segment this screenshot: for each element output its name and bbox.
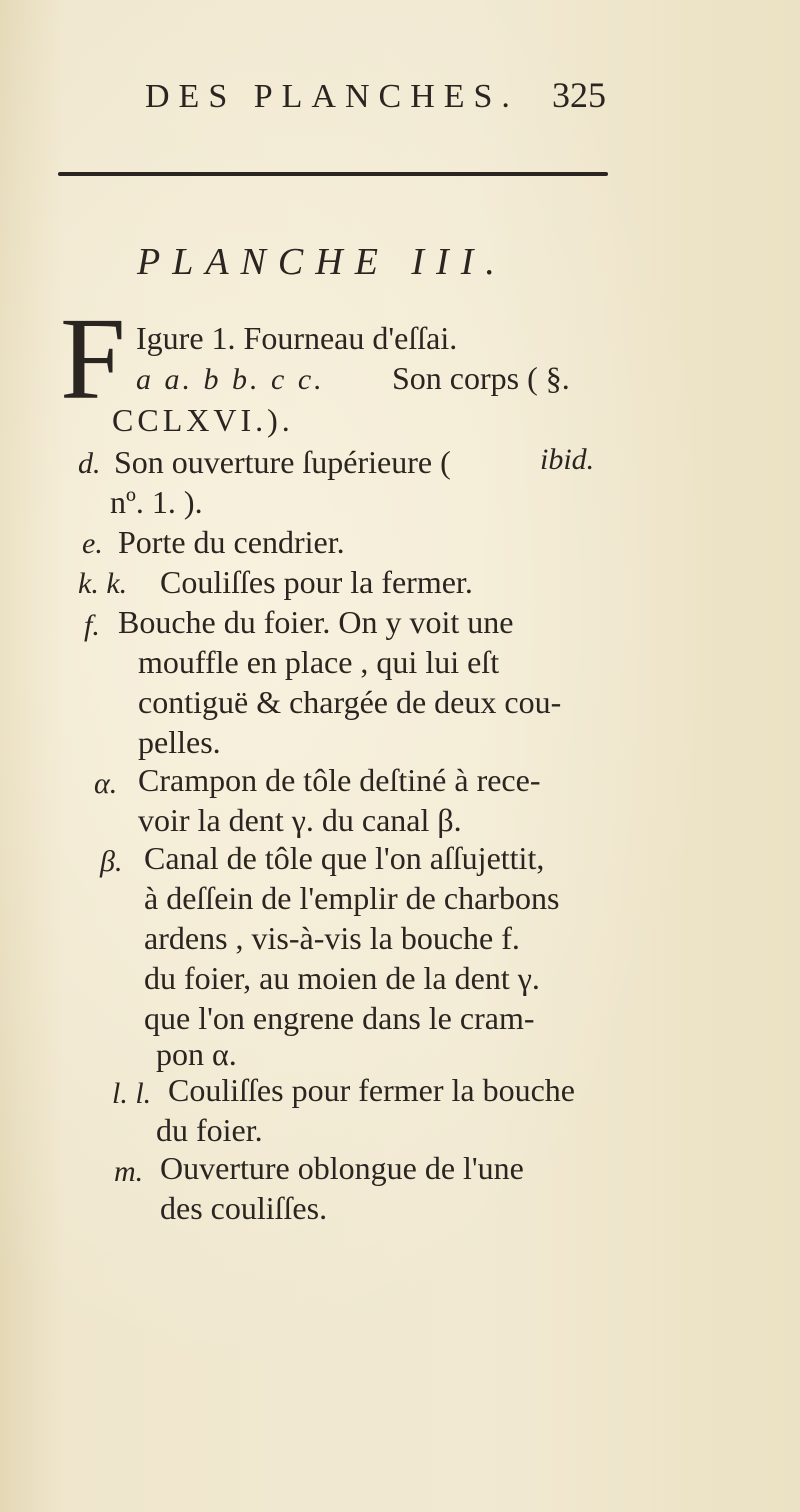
- entry-text-d-2: nº. 1. ).: [110, 484, 203, 520]
- header-rule: [58, 172, 608, 176]
- entry-text-f-1: Bouche du foier. On y voit une: [118, 604, 514, 640]
- entry-text-alpha-2: voir la dent γ. du canal β.: [138, 802, 462, 838]
- entry-text-beta-5: que l'on engrene dans le cram-: [144, 1000, 535, 1036]
- entry-key-k: k. k.: [78, 567, 128, 600]
- entry-text-alpha-1: Crampon de tôle deſtiné à rece-: [138, 762, 541, 798]
- drop-capital: F: [60, 293, 126, 424]
- entry-key-l: l. l.: [112, 1077, 152, 1110]
- page-number: 325: [552, 75, 606, 115]
- figure-body-text: Son corps ( §.: [392, 360, 570, 396]
- entry-text-beta-4: du foier, au moien de la dent γ.: [144, 960, 540, 996]
- entry-text-beta-3: ardens , vis-à-vis la bouche f.: [144, 920, 520, 956]
- entry-text-e: Porte du cendrier.: [118, 524, 345, 560]
- entry-text-m-1: Ouverture oblongue de l'une: [160, 1150, 524, 1186]
- entry-key-e: e.: [82, 527, 103, 560]
- plate-title: PLANCHE III.: [137, 241, 507, 283]
- entry-key-m: m.: [114, 1155, 144, 1188]
- entry-key-d: d.: [78, 447, 101, 480]
- entry-text-d-1: Son ouverture ſupérieure (: [114, 444, 451, 480]
- figure-caption: Igure 1. Fourneau d'eſſai.: [136, 320, 458, 356]
- entry-text-f-4: pelles.: [138, 724, 221, 760]
- entry-text-f-2: mouffle en place , qui lui eſt: [138, 644, 500, 680]
- entry-text-beta-2: à deſſein de l'emplir de charbons: [144, 880, 560, 916]
- entry-key-beta: β.: [100, 845, 123, 878]
- figure-keys: a a. b b. c c.: [136, 363, 325, 396]
- entry-text-k: Couliſſes pour la fermer.: [160, 564, 473, 600]
- entry-text-l-2: du foier.: [156, 1112, 263, 1148]
- entry-text-l-1: Couliſſes pour fermer la bouche: [168, 1072, 575, 1108]
- figure-section-ref: CCLXVI.).: [112, 402, 294, 438]
- entry-key-f: f.: [84, 609, 100, 642]
- running-head: DES PLANCHES.: [145, 78, 519, 115]
- entry-text-beta-1: Canal de tôle que l'on aſſujettit,: [144, 840, 545, 876]
- entry-key-alpha: α.: [94, 767, 118, 800]
- entry-text-beta-6: pon α.: [156, 1036, 237, 1072]
- entry-ref-d: ibid.: [540, 443, 595, 476]
- entry-text-f-3: contiguë & chargée de deux cou-: [138, 684, 562, 720]
- entry-text-m-2: des couliſſes.: [160, 1190, 328, 1226]
